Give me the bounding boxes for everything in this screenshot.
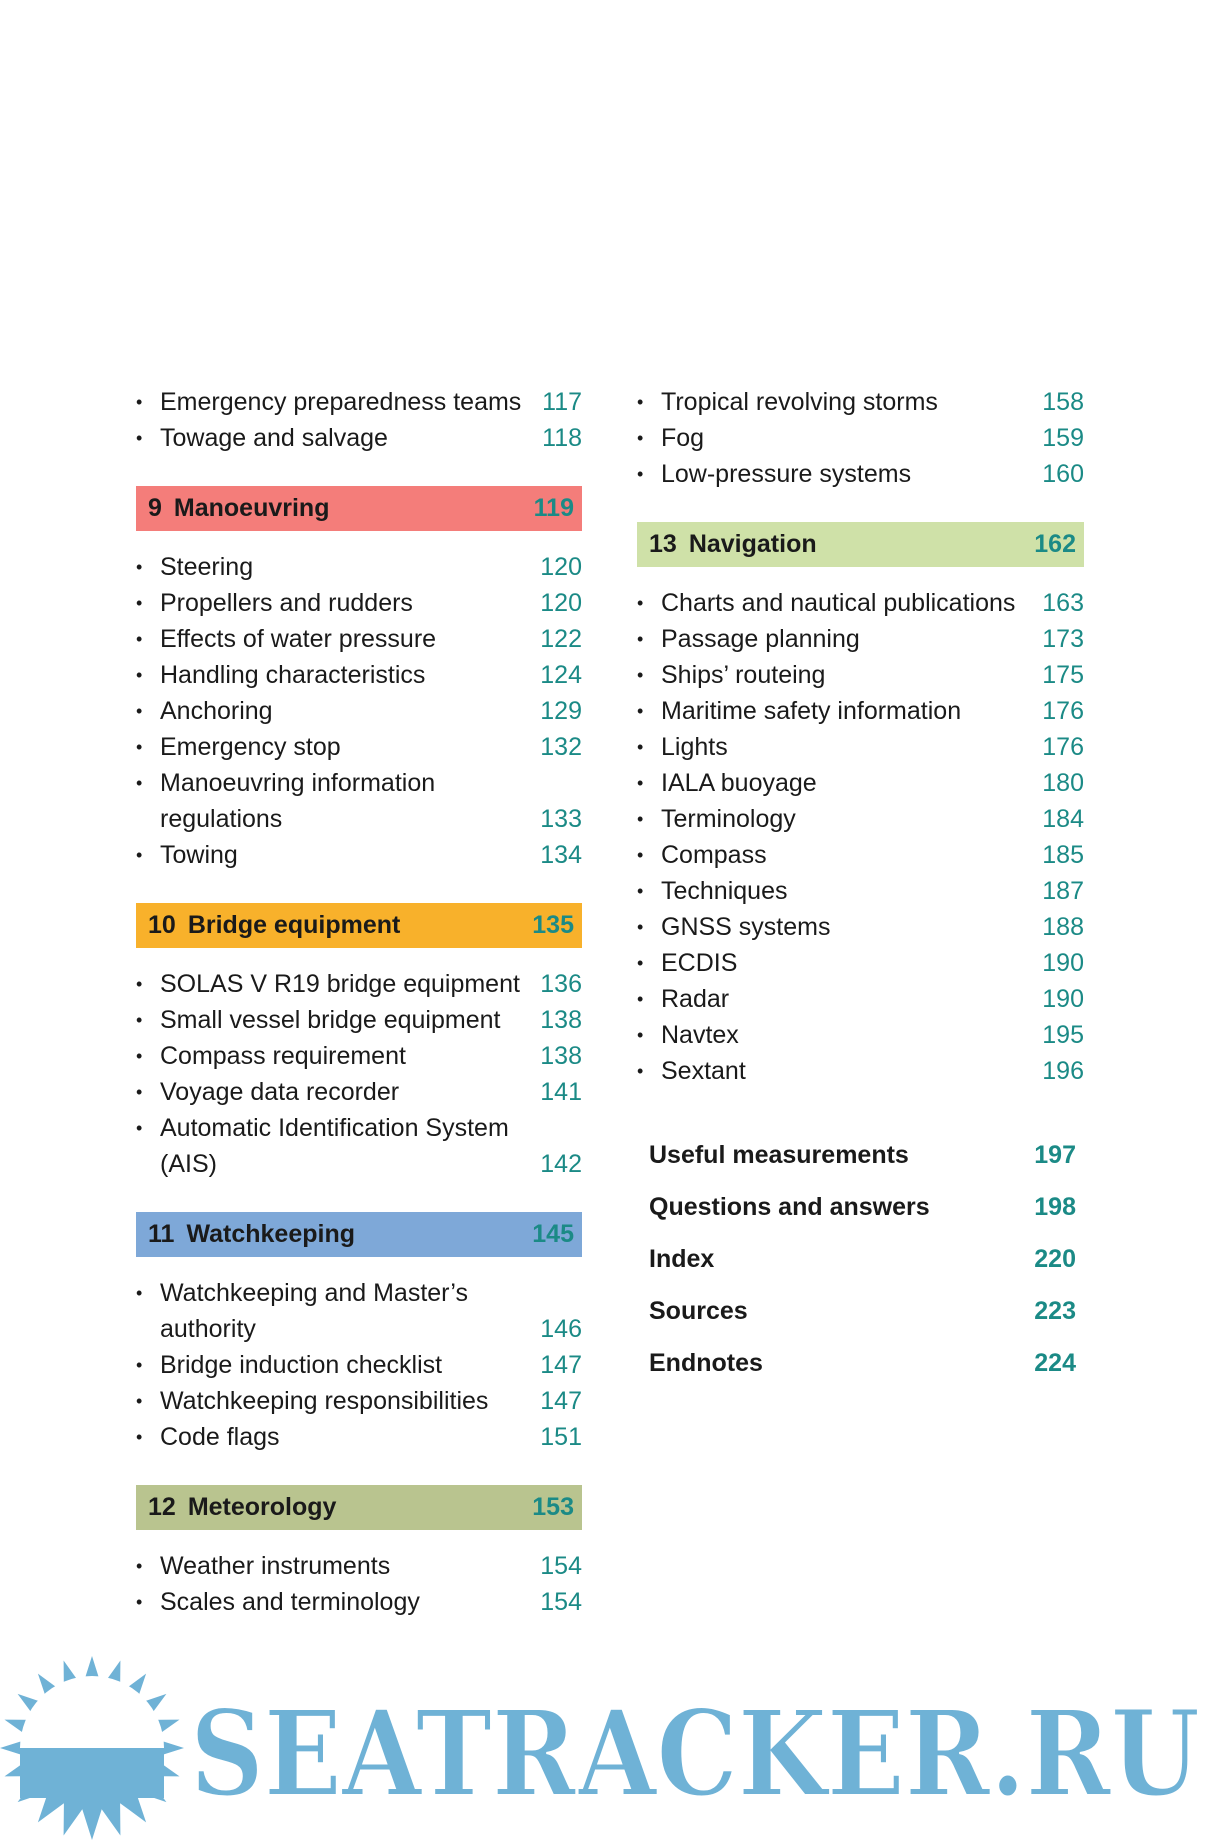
section-number: 10 xyxy=(148,911,176,939)
toc-entry-title: Steering xyxy=(160,553,254,581)
bullet-icon: • xyxy=(136,1010,143,1030)
toc-entry-title: Compass requirement xyxy=(160,1042,406,1070)
bullet-icon: • xyxy=(136,1391,143,1411)
sun-icon xyxy=(0,1656,184,1840)
bullet-icon: • xyxy=(136,1427,143,1447)
toc-entry-page: 141 xyxy=(540,1078,582,1106)
toc-entry-title: Charts and nautical publications xyxy=(661,589,1016,617)
toc-entry-page: 184 xyxy=(1042,805,1084,833)
toc-entry-title: Radar xyxy=(661,985,730,1013)
toc-entry-title: Code flags xyxy=(160,1423,280,1451)
bullet-icon: • xyxy=(136,428,143,448)
bullet-icon: • xyxy=(637,881,644,901)
toc-entry[interactable] xyxy=(637,693,1084,729)
section-title: Watchkeeping xyxy=(186,1220,355,1248)
toc-list xyxy=(637,384,1084,492)
bullet-icon: • xyxy=(136,392,143,412)
bullet-icon: • xyxy=(637,917,644,937)
bullet-icon: • xyxy=(637,737,644,757)
toc-entry-title: Bridge induction checklist xyxy=(160,1351,443,1379)
toc-entry[interactable] xyxy=(136,585,582,621)
back-matter-page: 224 xyxy=(1034,1348,1076,1377)
bullet-icon: • xyxy=(136,1355,143,1375)
bullet-icon: • xyxy=(136,737,143,757)
bullet-icon: • xyxy=(136,845,143,865)
section-page: 135 xyxy=(532,911,574,939)
toc-entry-page: 133 xyxy=(540,805,582,833)
toc-entry-page: 138 xyxy=(540,1006,582,1034)
toc-entry[interactable] xyxy=(637,981,1084,1017)
toc-entry-title: Effects of water pressure xyxy=(160,625,437,653)
toc-entry-page: 151 xyxy=(540,1423,582,1451)
bullet-icon: • xyxy=(136,1118,143,1138)
bullet-icon: • xyxy=(136,1283,143,1303)
toc-entry-page: 158 xyxy=(1042,388,1084,416)
toc-entry-title: Low-pressure systems xyxy=(661,460,912,488)
back-matter-page: 223 xyxy=(1034,1296,1076,1325)
bullet-icon: • xyxy=(637,1061,644,1081)
toc-entry-page: 117 xyxy=(542,388,582,416)
bullet-icon: • xyxy=(637,629,644,649)
bullet-icon: • xyxy=(637,989,644,1009)
toc-entry[interactable] xyxy=(637,837,1084,873)
toc-entry[interactable] xyxy=(136,1383,582,1419)
toc-entry[interactable] xyxy=(637,801,1084,837)
toc-entry-page: 136 xyxy=(540,970,582,998)
toc-entry-title: Tropical revolving storms xyxy=(661,388,938,416)
toc-entry-page: 147 xyxy=(540,1387,582,1415)
toc-entry-page: 195 xyxy=(1042,1021,1084,1049)
bullet-icon: • xyxy=(637,953,644,973)
toc-entry-title: Automatic Identification System (AIS) xyxy=(160,1114,509,1178)
toc-entry[interactable] xyxy=(637,1053,1084,1089)
toc-entry[interactable] xyxy=(637,765,1084,801)
toc-entry-title: Weather instruments xyxy=(160,1552,391,1580)
toc-entry-page: 175 xyxy=(1042,661,1084,689)
section-title: Navigation xyxy=(688,530,817,558)
toc-entry-title: Watchkeeping responsibilities xyxy=(160,1387,489,1415)
toc-entry-title: Towing xyxy=(160,841,238,869)
toc-entry-title: Emergency stop xyxy=(160,733,341,761)
toc-entry-title: Maritime safety information xyxy=(661,697,962,725)
toc-entry-title: GNSS systems xyxy=(661,913,831,941)
toc-entry-page: 190 xyxy=(1042,985,1084,1013)
toc-entry[interactable] xyxy=(136,1584,582,1620)
toc-entry-title: Passage planning xyxy=(661,625,860,653)
toc-entry-page: 120 xyxy=(540,589,582,617)
toc-entry-title: ECDIS xyxy=(661,949,738,977)
toc-entry-title: Voyage data recorder xyxy=(160,1078,400,1106)
toc-entry[interactable] xyxy=(136,1110,582,1182)
toc-entry-title: Navtex xyxy=(661,1021,739,1049)
section-page: 119 xyxy=(533,494,574,522)
toc-entry-title: Techniques xyxy=(661,877,788,905)
toc-entry[interactable] xyxy=(136,1419,582,1455)
section-header-bridge-equipment[interactable] xyxy=(136,903,582,948)
bullet-icon: • xyxy=(136,974,143,994)
section-page: 162 xyxy=(1034,530,1076,558)
toc-entry[interactable] xyxy=(637,420,1084,456)
section-title: Manoeuvring xyxy=(173,494,330,522)
bullet-icon: • xyxy=(637,1025,644,1045)
toc-entry[interactable] xyxy=(136,384,582,420)
toc-entry-title: Fog xyxy=(661,424,705,452)
toc-entry-page: 180 xyxy=(1042,769,1084,797)
toc-entry-title: SOLAS V R19 bridge equipment xyxy=(160,970,520,998)
bullet-icon: • xyxy=(136,773,143,793)
back-matter-entry[interactable] xyxy=(637,1337,1084,1389)
toc-entry[interactable] xyxy=(136,837,582,873)
toc-entry-page: 124 xyxy=(540,661,582,689)
toc-entry-title: IALA buoyage xyxy=(661,769,817,797)
toc-entry[interactable] xyxy=(136,657,582,693)
toc-list xyxy=(136,549,582,873)
back-matter-page: 220 xyxy=(1034,1244,1076,1273)
toc-entry-page: 190 xyxy=(1042,949,1084,977)
toc-entry-title: Emergency preparedness teams xyxy=(160,388,522,416)
back-matter-entry[interactable] xyxy=(637,1181,1084,1233)
bullet-icon: • xyxy=(136,1592,143,1612)
toc-entry-page: 187 xyxy=(1042,877,1084,905)
section-number: 13 xyxy=(649,530,677,558)
toc-entry[interactable] xyxy=(637,585,1084,621)
toc-entry[interactable] xyxy=(136,1548,582,1584)
toc-entry[interactable] xyxy=(136,1002,582,1038)
watermark-text: SEATRACKER.RU xyxy=(190,1684,1200,1823)
toc-entry[interactable] xyxy=(136,420,582,456)
toc-entry[interactable] xyxy=(136,1074,582,1110)
toc-entry[interactable] xyxy=(136,621,582,657)
toc-entry-title: Lights xyxy=(661,733,728,761)
toc-entry[interactable] xyxy=(637,945,1084,981)
toc-list xyxy=(637,585,1084,1089)
toc-entry-page: 154 xyxy=(540,1552,582,1580)
back-matter-entry[interactable] xyxy=(637,1285,1084,1337)
bullet-icon: • xyxy=(136,593,143,613)
back-matter xyxy=(637,1129,1084,1389)
toc-entry-page: 147 xyxy=(540,1351,582,1379)
toc-entry-page: 176 xyxy=(1042,697,1084,725)
toc-entry-page: 185 xyxy=(1042,841,1084,869)
toc-entry[interactable] xyxy=(637,657,1084,693)
back-matter-page: 198 xyxy=(1034,1192,1076,1221)
toc-entry-page: 120 xyxy=(540,553,582,581)
bullet-icon: • xyxy=(637,665,644,685)
bullet-icon: • xyxy=(136,1046,143,1066)
toc-entry[interactable] xyxy=(136,1347,582,1383)
bullet-icon: • xyxy=(136,665,143,685)
toc-entry[interactable] xyxy=(136,765,582,837)
toc-entry-title: Watchkeeping and Master’s authority xyxy=(160,1279,469,1343)
toc-entry-title: Manoeuvring information regulations xyxy=(160,769,436,833)
toc-entry-page: 122 xyxy=(540,625,582,653)
toc-entry-title: Compass xyxy=(661,841,767,869)
section-header-meteorology[interactable] xyxy=(136,1485,582,1530)
toc-entry-page: 146 xyxy=(540,1315,582,1343)
toc-entry-title: Anchoring xyxy=(160,697,273,725)
toc-entry[interactable] xyxy=(136,693,582,729)
toc-entry-title: Scales and terminology xyxy=(160,1588,420,1616)
toc-entry-page: 132 xyxy=(540,733,582,761)
toc-entry[interactable] xyxy=(136,966,582,1002)
toc-entry-page: 134 xyxy=(540,841,582,869)
toc-entry-page: 176 xyxy=(1042,733,1084,761)
toc-entry-title: Sextant xyxy=(661,1057,746,1085)
bullet-icon: • xyxy=(637,773,644,793)
back-matter-page: 197 xyxy=(1034,1140,1076,1169)
bullet-icon: • xyxy=(136,557,143,577)
toc-entry-title: Ships’ routeing xyxy=(661,661,826,689)
back-matter-title: Useful measurements xyxy=(649,1140,909,1169)
toc-entry[interactable] xyxy=(637,621,1084,657)
back-matter-entry[interactable] xyxy=(637,1233,1084,1285)
toc-list xyxy=(136,1275,582,1455)
toc-list xyxy=(136,384,582,456)
toc-entry-title: Towage and salvage xyxy=(160,424,388,452)
toc-entry-page: 118 xyxy=(542,424,582,452)
toc-entry[interactable] xyxy=(637,1017,1084,1053)
section-header-watchkeeping[interactable] xyxy=(136,1212,582,1257)
toc-entry-page: 173 xyxy=(1042,625,1084,653)
toc-entry-title: Small vessel bridge equipment xyxy=(160,1006,501,1034)
back-matter-title: Index xyxy=(649,1244,715,1273)
toc-entry-page: 154 xyxy=(540,1588,582,1616)
toc-entry-title: Propellers and rudders xyxy=(160,589,413,617)
bullet-icon: • xyxy=(637,701,644,721)
bullet-icon: • xyxy=(637,428,644,448)
back-matter-title: Endnotes xyxy=(649,1348,763,1377)
bullet-icon: • xyxy=(637,845,644,865)
toc-entry-title: Terminology xyxy=(661,805,796,833)
toc-column-left xyxy=(136,384,582,1620)
section-header-manoeuvring[interactable] xyxy=(136,486,582,531)
section-page: 153 xyxy=(532,1493,574,1521)
section-number: 12 xyxy=(148,1493,176,1521)
bullet-icon: • xyxy=(136,629,143,649)
back-matter-entry[interactable] xyxy=(637,1129,1084,1181)
watermark xyxy=(0,1650,1220,1840)
section-number: 9 xyxy=(148,494,162,522)
toc-entry-title: Handling characteristics xyxy=(160,661,426,689)
toc-entry-page: 160 xyxy=(1042,460,1084,488)
bullet-icon: • xyxy=(136,1556,143,1576)
section-number: 11 xyxy=(148,1220,175,1248)
toc-list xyxy=(136,966,582,1182)
section-title: Meteorology xyxy=(187,1493,337,1521)
bullet-icon: • xyxy=(637,809,644,829)
section-page: 145 xyxy=(532,1220,574,1248)
toc-entry-page: 159 xyxy=(1042,424,1084,452)
toc-entry[interactable] xyxy=(637,873,1084,909)
section-title: Bridge equipment xyxy=(187,911,401,939)
toc-entry-page: 188 xyxy=(1042,913,1084,941)
toc-column-right xyxy=(637,384,1084,1389)
toc-entry[interactable] xyxy=(637,729,1084,765)
toc-entry[interactable] xyxy=(136,1275,582,1347)
bullet-icon: • xyxy=(136,1082,143,1102)
toc-entry-page: 138 xyxy=(540,1042,582,1070)
toc-entry[interactable] xyxy=(637,909,1084,945)
toc-entry-page: 163 xyxy=(1042,589,1084,617)
bullet-icon: • xyxy=(637,392,644,412)
toc-entry[interactable] xyxy=(136,729,582,765)
bullet-icon: • xyxy=(637,593,644,613)
section-header-navigation[interactable] xyxy=(637,522,1084,567)
toc-list xyxy=(136,1548,582,1620)
back-matter-title: Questions and answers xyxy=(649,1192,930,1221)
toc-entry[interactable] xyxy=(637,456,1084,492)
bullet-icon: • xyxy=(637,464,644,484)
toc-entry[interactable] xyxy=(136,549,582,585)
toc-entry-page: 196 xyxy=(1042,1057,1084,1085)
toc-entry[interactable] xyxy=(637,384,1084,420)
back-matter-title: Sources xyxy=(649,1296,748,1325)
toc-entry[interactable] xyxy=(136,1038,582,1074)
toc-entry-page: 142 xyxy=(540,1150,582,1178)
bullet-icon: • xyxy=(136,701,143,721)
toc-entry-page: 129 xyxy=(540,697,582,725)
